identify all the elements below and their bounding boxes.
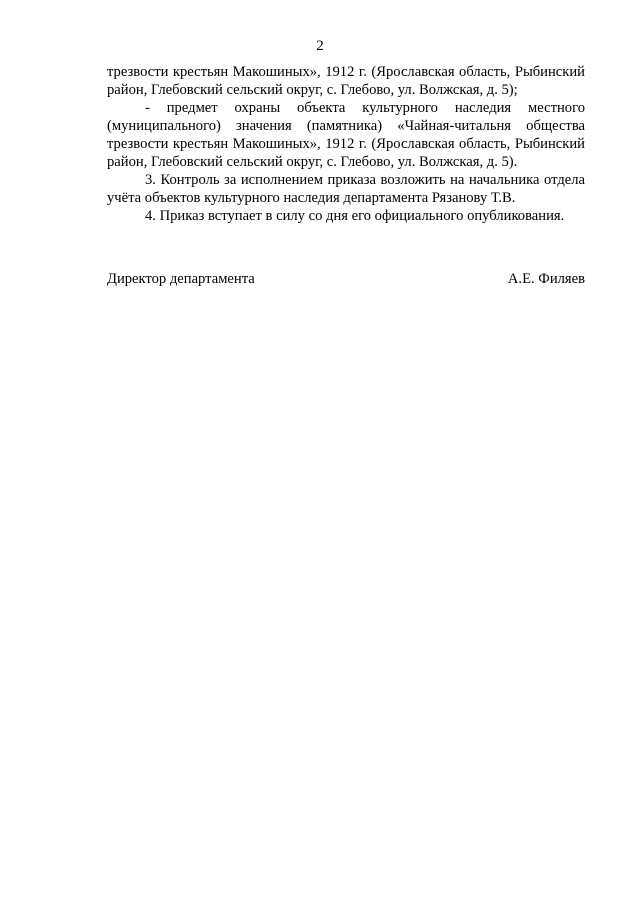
paragraph-control: 3. Контроль за исполнением приказа возложить на начальника отдела учёта объектов культурного наследия департамента Рязанову Т.В. (107, 172, 585, 206)
page-number: 2 (316, 38, 324, 54)
document-body (107, 63, 585, 225)
paragraph-protection-subject: - предмет охраны объекта культурного наследия местного (муниципального) значения (памятника) «Чайная-читальня общества трезвости крестьян Макошиных», 1912 г. (Ярославская область, Рыбинский район, Глебовский сельский округ, с. Глебово, ул. Волжская, д. 5). (107, 100, 585, 170)
signatory-name: А.Е. Филяев (507, 271, 585, 287)
paragraph-continuation: трезвости крестьян Макошиных», 1912 г. (Ярославская область, Рыбинский район, Глебовский сельский округ, с. Глебово, ул. Волжская, д. 5); (107, 64, 585, 98)
signature-block (107, 270, 585, 288)
signatory-position: Директор департамента (107, 271, 255, 287)
paragraph-effective-date: 4. Приказ вступает в силу со дня его официального опубликования. (145, 208, 565, 224)
